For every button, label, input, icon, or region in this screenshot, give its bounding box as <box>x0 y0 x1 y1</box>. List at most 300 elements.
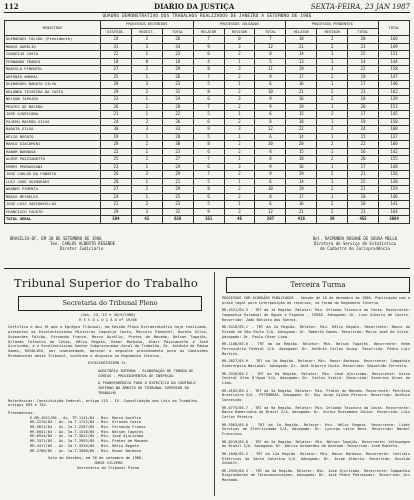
table-cell: 15 <box>348 178 379 186</box>
tst-masthead: Tribunal Superior do Trabalho <box>14 276 198 290</box>
table-cell: 1 <box>317 193 348 201</box>
table-row <box>5 201 410 209</box>
table-cell: 1 <box>131 148 162 156</box>
table-cell: 20 <box>348 156 379 164</box>
minister-name: FERNANDO FRANCO <box>5 58 101 66</box>
minister-name: ORLANDO TEIXEIRA DA COSTA <box>5 88 101 96</box>
table-cell: 21 <box>162 178 193 186</box>
precedent-item: RR-6031/84 - Ac. 3a.T-1518/85 - Min. Nelson Tapajós <box>30 429 144 434</box>
table-cell: 1 <box>224 58 255 66</box>
table-cell: 6 <box>255 133 286 141</box>
table-cell: 24 <box>162 96 193 104</box>
table-cell: 5 <box>193 201 224 209</box>
table-cell: 138 <box>379 178 410 186</box>
minister-name: GUIMARÃES FALCÃO (Presidente) <box>5 36 101 44</box>
table-cell: 162 <box>379 88 410 96</box>
table-row <box>5 96 410 104</box>
footer-right-role-2: de Cadastro de Jurisprudência <box>320 246 390 251</box>
table-cell: 30 <box>101 126 132 134</box>
table-cell: 33 <box>162 126 193 134</box>
case-entry: RR-0775/85.7 - TRT da 9a Região. Relator: Min. Orlando Teixeira da Costa. Recorrente: Banco Bamerindus do Brasil S/A. Advogado: Dr. Victor Russomano Júnior. Recorrido: Luiz Carlos Pereira. <box>222 405 410 419</box>
table-cell: 9 <box>255 103 286 111</box>
minister-name: JOSÉ CARLOS DA FONSECA <box>5 171 101 179</box>
table-row <box>5 118 410 126</box>
table-row <box>5 43 410 51</box>
column-divider <box>214 272 215 496</box>
table-cell: 28 <box>101 141 132 149</box>
table-row <box>5 208 410 216</box>
table-cell: 2 <box>131 156 162 164</box>
signer-role: Secretário do Tribunal Pleno <box>76 465 140 470</box>
table-cell: 6 <box>193 118 224 126</box>
table-cell: 12 <box>255 126 286 134</box>
table-cell: 9 <box>193 43 224 51</box>
table-cell: 1 <box>317 103 348 111</box>
table-cell: 626 <box>162 216 193 224</box>
table-cell: 8 <box>255 193 286 201</box>
table-cell: 9 <box>193 126 224 134</box>
table-cell: 14 <box>286 178 317 186</box>
minister-name: MARCELO PIMENTEL <box>5 66 101 74</box>
table-cell: 2 <box>224 118 255 126</box>
references: Referências: Constituição Federal, artigo 115 - IV. Consolidação das Leis do Trabalho, artigos 693 e 702. <box>8 398 199 408</box>
table-cell: 30 <box>162 141 193 149</box>
table-cell: 15 <box>348 133 379 141</box>
table-footer-right <box>300 236 410 251</box>
table-cell: 1 <box>317 81 348 89</box>
case-entry: RR-4102/85.4 - TRT da 5a Região. Relator: Min. Prates de Macedo. Recorrente: Petróleo Brasileiro S/A - PETROBRÁS. Advogado: Dr. Ruy Jorge Caldas Pereira. Recorrido: Antônio Conceição. <box>222 388 410 402</box>
table-cell: 8 <box>255 118 286 126</box>
group-total: TOTAL <box>379 21 410 36</box>
table-cell: 1 <box>131 133 162 141</box>
table-cell: 2 <box>317 156 348 164</box>
table-cell: 151 <box>379 51 410 59</box>
case-entry: RR-5410/85.1 - TRT da 2a Região. Relator: Min. Hélio Regato. Recorrente: Banco do Estado de São Paulo S/A. Advogado: Dr. Roberto Gomes. Recorrido: Maria José da Silva. Advogado: Dr. Paulo César Lima. <box>222 325 410 339</box>
table-cell: 150 <box>379 118 410 126</box>
group-pendentes: PROCESSOS PENDENTES <box>286 21 379 29</box>
table-cell: 20 <box>101 178 132 186</box>
table-cell: 18 <box>286 118 317 126</box>
table-cell: 27 <box>101 66 132 74</box>
table-row <box>5 103 410 111</box>
table-cell: 2 <box>317 201 348 209</box>
table-cell: 8 <box>193 141 224 149</box>
table-cell: 1 <box>131 73 162 81</box>
table-cell: 584 <box>101 216 132 224</box>
table-cell: 12 <box>255 208 286 216</box>
table-cell: 12 <box>255 43 286 51</box>
precedent-item: RR-5812/84 - Ac. 2a.T-2207/85 - Min. Fernando Franco <box>30 425 146 430</box>
table-row <box>5 88 410 96</box>
group-julgados: PROCESSOS JULGADOS <box>193 21 286 29</box>
table-cell: 0 <box>131 58 162 66</box>
table-row <box>5 66 410 74</box>
terceira-turma-heading: Terceira Turma <box>226 277 410 293</box>
signer-name: JORGE SILVERO <box>93 460 123 465</box>
table-cell: 137 <box>379 133 410 141</box>
col-head: TOTAL <box>348 28 379 36</box>
minister-name: WAGNER PIMENTA <box>5 186 101 194</box>
table-row <box>5 36 410 44</box>
table-cell: 15 <box>286 111 317 119</box>
col-head: REDIST. <box>131 28 162 36</box>
col-head: REVISOR <box>224 28 255 36</box>
section-rule <box>4 268 410 269</box>
table-cell: 160 <box>379 141 410 149</box>
table-cell: 23 <box>348 208 379 216</box>
table-cell: 39 <box>317 216 348 224</box>
table-row <box>5 141 410 149</box>
table-cell: 19 <box>286 186 317 194</box>
table-cell: 27 <box>101 186 132 194</box>
table-cell: 28 <box>162 103 193 111</box>
precedent-item: RR-2210/84 - Ac. 1a.T-1742/85 - Min. Orlando Costa <box>30 420 142 425</box>
table-body <box>5 36 410 224</box>
table-cell: 7 <box>193 36 224 44</box>
minister-name: NELSON TAPAJÓS <box>5 96 101 104</box>
table-cell: 142 <box>379 148 410 156</box>
table-cell: 2 <box>131 201 162 209</box>
table-cell: 26 <box>162 73 193 81</box>
table-cell: 416 <box>286 216 317 224</box>
turma-column <box>222 296 410 486</box>
closing-line: Sala de Sessões, em 30 de setembro de 1986. <box>48 456 144 461</box>
table-cell: 2 <box>131 103 162 111</box>
table-cell: 1 <box>224 201 255 209</box>
table-cell: 6 <box>255 111 286 119</box>
table-cell: 1 <box>317 178 348 186</box>
table-cell: 3 <box>224 126 255 134</box>
table-cell: 32 <box>162 208 193 216</box>
section-title: EXCELENTÍSSIMO Sr. <box>88 361 128 366</box>
table-cell: 2 <box>224 51 255 59</box>
minister-name: FRANCISCO FAUSTO <box>5 208 101 216</box>
table-cell: 18 <box>348 193 379 201</box>
table-cell: 26 <box>101 103 132 111</box>
table-cell: 46 <box>224 216 255 224</box>
table-row <box>5 58 410 66</box>
table-cell: 5 <box>255 58 286 66</box>
table-cell: 21 <box>348 186 379 194</box>
table-cell: 1 <box>224 178 255 186</box>
table-cell: 2 <box>317 171 348 179</box>
table-cell: 7 <box>193 156 224 164</box>
minister-name: JOSÉ AJURICABA <box>5 111 101 119</box>
table-cell: 2 <box>317 186 348 194</box>
case-entry: PROCESSOS COM ACÓRDÃOS PUBLICADOS - Sessão de 10 de dezembro de 1986. Publicação com o prazo legal para interposição de recursos, na forma do Regimento Interno. <box>222 296 410 305</box>
item-a: AUDITORIA INTERNA - ELABORAÇÃO DE TOMADA DE CONTAS - PROCEDIMENTOS DE INSPEÇÃO <box>98 369 194 378</box>
table-cell: 5 <box>193 81 224 89</box>
table-cell: 22 <box>101 51 132 59</box>
table-cell: 19 <box>348 73 379 81</box>
table-cell: 22 <box>101 148 132 156</box>
table-cell: 20 <box>348 36 379 44</box>
footer-signer-role: Diretor Judiciário <box>60 246 104 251</box>
table-cell: 21 <box>348 171 379 179</box>
table-cell: 23 <box>348 88 379 96</box>
table-cell: 17 <box>286 73 317 81</box>
table-cell: 25 <box>162 193 193 201</box>
table-cell: 140 <box>379 81 410 89</box>
table-cell: 22 <box>348 141 379 149</box>
table-cell: 2 <box>131 186 162 194</box>
table-cell: 9 <box>255 96 286 104</box>
table-cell: 19 <box>286 103 317 111</box>
table-cell: 5 <box>193 133 224 141</box>
table-cell: 23 <box>162 51 193 59</box>
table-cell: 2 <box>317 96 348 104</box>
precedent-item: RR-2786/85 - Ac. 1a.T-3508/85 - Min. Ranor Barbosa <box>30 448 142 453</box>
col-head: REVISOR <box>317 28 348 36</box>
table-cell: 22 <box>286 126 317 134</box>
table-cell: 29 <box>162 66 193 74</box>
table-cell: 3 <box>131 81 162 89</box>
table-cell: 10 <box>255 141 286 149</box>
minister-name: JOSÉ LUIZ VASCONCELLOS <box>5 201 101 209</box>
table-cell: 23 <box>101 163 132 171</box>
table-cell: 16 <box>286 81 317 89</box>
table-cell: 1 <box>317 148 348 156</box>
table-cell: 2 <box>131 66 162 74</box>
table-row <box>5 193 410 201</box>
table-cell: 2 <box>317 88 348 96</box>
table-cell: 13 <box>286 58 317 66</box>
table-cell: 6 <box>193 51 224 59</box>
table-cell: 1 <box>131 178 162 186</box>
table-cell: 2 <box>224 186 255 194</box>
table-title: QUADRO DEMONSTRATIVO DOS TRABALHOS REALIZADOS DE JANEIRO A SETEMBRO DE 1986 <box>102 14 312 19</box>
table-cell: 23 <box>101 96 132 104</box>
table-cell: 5 <box>193 111 224 119</box>
table-cell: 29 <box>162 186 193 194</box>
table-cell: 20 <box>162 133 193 141</box>
table-cell: 15 <box>348 51 379 59</box>
case-entry: RR-3316/85.2 - TRT da 6a Região. Relator: Min. José Ajuricaba. Recorrente: Usina Central Olho D'Água S/A. Advogado: Dr. Carlos Vieira. Recorrido: Severino Alves de Lima. <box>222 371 410 385</box>
col-head-ministros: MINISTROS <box>5 21 101 36</box>
table-cell: 34 <box>162 43 193 51</box>
table-cell: 17 <box>286 193 317 201</box>
table-cell: 158 <box>379 66 410 74</box>
minister-name: ERMES PEDRASSANI <box>5 163 101 171</box>
table-cell: 10 <box>255 88 286 96</box>
table-row <box>5 156 410 164</box>
paper-title: DIARIO DA JUSTIÇA <box>154 2 235 11</box>
table-cell: 19 <box>348 118 379 126</box>
table-cell: 139 <box>379 96 410 104</box>
table-row <box>5 163 410 171</box>
resolution-paragraph: Certifico e dou fé que o Egrégio Tribunal, em Sessão Plena Extraordinária hoje realizada, presentes os Excelentíssimos Ministros Coqueijo Costa, Marcelo Pimentel, Barata Silva, Guimarães Falcão, Fernando Franco, Marco Aurélio, Prates de Macedo, Nelson Tapajós, Orlando Teixeira da Costa, Hélio Regato, Ranor Barbosa, Almir Pazzianotto e José Ajuricaba, e o Excelentíssimo Senhor Subprocurador-Geral do Trabalho, Dr. Antônio de Pádua Gomes, RESOLVEU, por unanimidade, aprovar o seguinte procedimento para as Comissões Permanentes deste Tribunal, conforme o disposto no Regimento Interno. <box>8 325 208 358</box>
table-cell: 24 <box>101 193 132 201</box>
table-cell: 24 <box>101 118 132 126</box>
table-cell: 17 <box>348 111 379 119</box>
footer-right-role: Diretora do Serviço de Estatística <box>314 241 396 246</box>
minister-name: ANTÔNIO AMARAL <box>5 73 101 81</box>
table-cell: 6 <box>193 148 224 156</box>
table-cell: 18 <box>162 58 193 66</box>
table-cell: 2 <box>224 103 255 111</box>
minister-name: PAJEHÚ MACEDO SILVA <box>5 118 101 126</box>
table-cell: 1 <box>131 51 162 59</box>
table-cell: 3 <box>224 96 255 104</box>
table-cell: 9 <box>255 73 286 81</box>
table-cell: 147 <box>379 73 410 81</box>
table-cell: 24 <box>101 36 132 44</box>
table-cell: 29 <box>162 171 193 179</box>
table-cell: 16 <box>286 201 317 209</box>
table-cell: 22 <box>348 66 379 74</box>
minister-name: GUIMARÃES BARATA SILVA <box>5 81 101 89</box>
table-cell: 146 <box>379 193 410 201</box>
table-cell: 23 <box>162 148 193 156</box>
table-cell: 2 <box>224 73 255 81</box>
issue-date: SEXTA-FEIRA, 23 JAN 1987 <box>310 3 410 11</box>
col-head: RELATOR <box>286 28 317 36</box>
table-cell: 3 <box>224 208 255 216</box>
table-cell: 0 <box>224 36 255 44</box>
table-cell: 6 <box>193 193 224 201</box>
table-row <box>5 133 410 141</box>
table-cell: 20 <box>348 103 379 111</box>
table-cell: 18 <box>348 201 379 209</box>
table-group-header <box>5 21 410 29</box>
table-cell: 141 <box>379 201 410 209</box>
table-cell: 3 <box>131 43 162 51</box>
table-cell: 9 <box>255 163 286 171</box>
table-cell: 6 <box>255 201 286 209</box>
table-cell: 3 <box>131 208 162 216</box>
case-entry: RR-2955/85.3 - TRT da 4a Região. Relator: Min. José Ajuricaba. Recorrente: Companhia Riograndense de Telecomunicações. Advogado: Dr. José Pedro Pedrassani. Recorrido: Ari Machado. <box>222 468 410 483</box>
table-cell: 18 <box>101 58 132 66</box>
case-entry: RR-1188/85.6 - TRT da 4a Região. Relator: Min. Nelson Tapajós. Recorrente: Rede Ferroviária Federal S/A. Advogado: Dr. Antônio Carlos Sousa. Recorrido: Pedro Luiz Martins. <box>222 342 410 356</box>
table-cell: 2 <box>131 88 162 96</box>
table-cell: 27 <box>162 156 193 164</box>
table-row <box>5 111 410 119</box>
table-cell: 21 <box>101 201 132 209</box>
table-cell: 19 <box>286 66 317 74</box>
table-cell: 21 <box>286 88 317 96</box>
table-cell: 24 <box>162 163 193 171</box>
precedent-item: E-RR-4521/85 - Ac. TP-1141/84 - Min. Marco Aurélio <box>30 415 142 420</box>
table-cell: 145 <box>379 111 410 119</box>
table-cell: 207 <box>255 216 286 224</box>
table-row <box>5 186 410 194</box>
table-cell: 6 <box>255 81 286 89</box>
minister-name: BARATA SILVA <box>5 126 101 134</box>
table-cell: 153 <box>379 103 410 111</box>
table-cell: 18 <box>348 96 379 104</box>
table-cell: 1 <box>131 163 162 171</box>
table-cell: 20 <box>286 141 317 149</box>
table-cell: 1 <box>131 96 162 104</box>
statistics-table <box>4 20 410 224</box>
table-cell: 23 <box>348 43 379 51</box>
table-cell: 23 <box>162 201 193 209</box>
table-cell: 2 <box>317 111 348 119</box>
table-cell: 156 <box>379 171 410 179</box>
table-cell: 4 <box>193 58 224 66</box>
table-cell: 2 <box>317 43 348 51</box>
table-row <box>5 216 410 224</box>
minister-name: MARCO GIACOMINI <box>5 141 101 149</box>
resolution-title: R E S O L U Ç Ã O nº 19/86 <box>79 317 137 322</box>
table-cell: 26 <box>101 171 132 179</box>
table-cell: 8 <box>255 156 286 164</box>
col-head: TOTAL <box>255 28 286 36</box>
table-cell: 7 <box>193 171 224 179</box>
table-row <box>5 73 410 81</box>
table-cell: 1 <box>224 81 255 89</box>
table-cell: 2 <box>224 88 255 96</box>
table-cell: 22 <box>162 111 193 119</box>
table-cell: 16 <box>286 163 317 171</box>
col-head: RELATOR <box>193 28 224 36</box>
table-cell: 21 <box>286 43 317 51</box>
session-line: (Ses. 23, 23 e 30/9/1986) <box>80 313 136 317</box>
table-cell: 8 <box>193 88 224 96</box>
table-cell: 159 <box>379 186 410 194</box>
table-cell: 6 <box>255 178 286 186</box>
minister-name: TOTAL GERAL <box>5 216 101 224</box>
minister-name: MARCO AURÉLIO <box>5 43 101 51</box>
table-cell: 164 <box>379 208 410 216</box>
case-entry: RR-1840/85.5 - TRT da 12a Região. Relator: Min. Ranor Barbosa. Recorrente: Centrais Elétricas de Santa Catarina S/A. Advogado: Dr. Jorge Alberto. Recorrido: Osvaldo Schmitt. <box>222 451 410 466</box>
minister-name: RANOR BARBOSA <box>5 148 101 156</box>
table-row <box>5 51 410 59</box>
table-cell: 455 <box>348 216 379 224</box>
table-cell: 5 <box>193 178 224 186</box>
page-number: 112 <box>4 2 19 11</box>
table-cell: 3664 <box>379 216 410 224</box>
table-cell: 18 <box>286 156 317 164</box>
table-cell: 25 <box>101 73 132 81</box>
item-b: A TRANSPARÊNCIA PARA O EXERCÍCIO DO CONTROLE INTERNO NO ÂMBITO DO TRIBUNAL SUPERIOR DO TRABALHO <box>98 381 196 395</box>
table-cell: 1 <box>317 51 348 59</box>
table-cell: 2 <box>224 171 255 179</box>
statistics-table-section <box>4 14 410 262</box>
table-cell: 1 <box>317 163 348 171</box>
table-cell: 2 <box>317 208 348 216</box>
footer-signer: Ten. CARLOS ALBERTO RESENDE <box>50 241 116 246</box>
table-cell: 17 <box>348 81 379 89</box>
minister-name: HÉLIO REGATO <box>5 133 101 141</box>
table-cell: 29 <box>101 208 132 216</box>
table-cell: 8 <box>255 148 286 156</box>
table-cell: 3 <box>317 66 348 74</box>
table-cell: 23 <box>162 81 193 89</box>
precedents-list <box>8 416 208 454</box>
table-cell: 2 <box>224 148 255 156</box>
minister-name: ALMIR PAZZIANOTTO <box>5 156 101 164</box>
table-cell: 168 <box>379 126 410 134</box>
table-cell: 21 <box>101 111 132 119</box>
case-entry: RR-4521/84.3 - TRT da 1a Região. Relator: Min. Orlando Teixeira da Costa. Recorrente: Companhia Estadual de Águas e Esgotos - CEDAE. Advogado: Dr. Lino Alberto de Castro. Recorrido: João Batista dos Santos. <box>222 308 410 322</box>
table-cell: 17 <box>348 163 379 171</box>
table-cell: 3 <box>224 163 255 171</box>
table-cell: 149 <box>379 43 410 51</box>
minister-name: PRATES DE MACEDO <box>5 103 101 111</box>
table-cell: 2 <box>317 141 348 149</box>
table-cell: 18 <box>286 36 317 44</box>
precedent-item: RR-3371/85 - Ac. 2a.T-2993/85 - Min. Prates de Macedo <box>30 439 148 444</box>
table-cell: 14 <box>348 58 379 66</box>
table-cell: 1 <box>224 156 255 164</box>
table-cell: 2 <box>131 36 162 44</box>
table-cell: 166 <box>379 36 410 44</box>
footer-place-date: BRASÍLIA-DF, EM 30 DE SETEMBRO DE 1986 <box>10 236 102 241</box>
table-cell: 1 <box>131 193 162 201</box>
table-cell: 8 <box>255 51 286 59</box>
minister-name: COQUEIJO COSTA <box>5 51 101 59</box>
